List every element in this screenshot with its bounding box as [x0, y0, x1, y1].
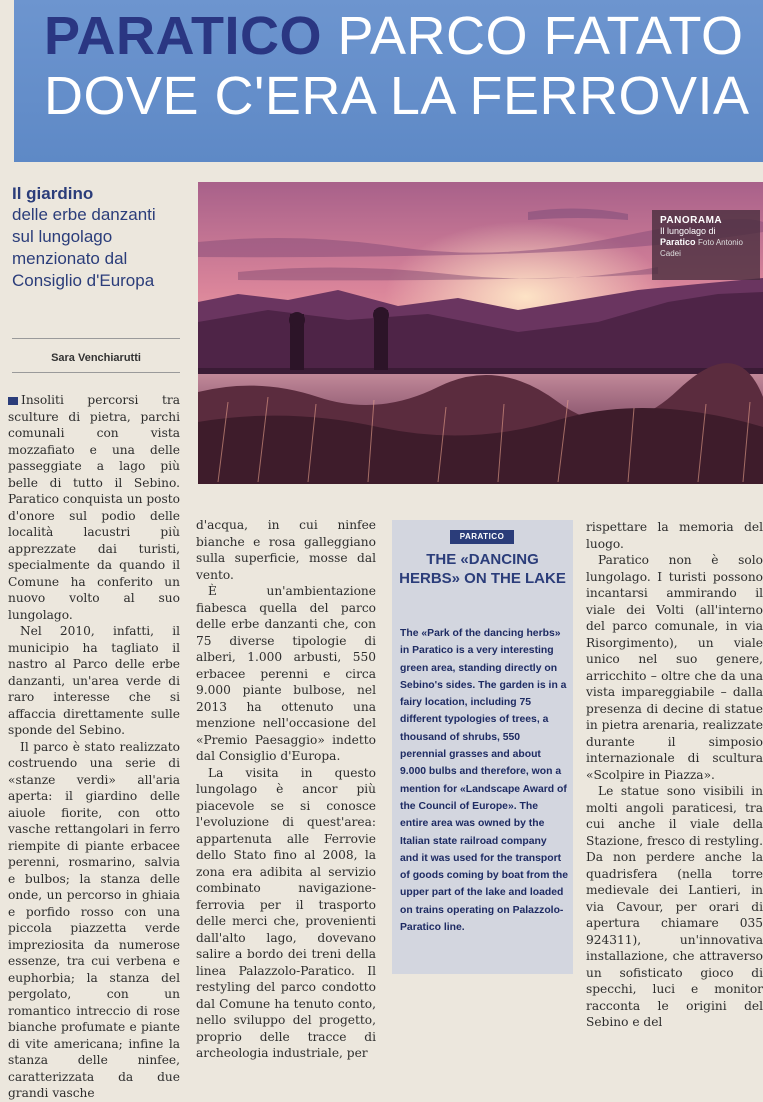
headline-line2: DOVE C'ERA LA FERROVIA	[44, 66, 750, 126]
paragraph-text: Insoliti percorsi tra sculture di pietra, parchi comunali con vista mozzafiato e una delle passeggiate a lago più belle di tutto il Sebino. Paratico conquista un posto d'onore sul podio delle località lacustri più apprezzate dai turisti, specialmente da quando il Comune ha conferito un nuovo volto al suo lungolago.	[8, 393, 180, 622]
paragraph: È un'ambientazione fiabesca quella del parco delle erbe danzanti che, con 75 diverse tipologie di alberi, 1.000 arbusti, 550 erbacee perenni e circa 9.000 piante bulbose, nel 2013 ha ottenuto una menzione nell'occasione del «Premio Paesaggio» indetto dal Consiglio d'Europa.	[196, 584, 376, 763]
article-column-2	[196, 517, 376, 1062]
english-summary-box	[392, 520, 573, 974]
subhead-text: delle erbe danzanti sul lungolago menzionato dal Consiglio d'Europa	[12, 205, 156, 290]
author-byline: Sara Venchiarutti	[51, 352, 141, 364]
paragraph: rispettare la memoria del luogo.	[586, 520, 763, 551]
paragraph: Nel 2010, infatti, il municipio ha tagliato il nastro al Parco delle erbe danzanti, un'area verde di raro interesse che si affaccia direttamente sulle sponde del Sebino.	[8, 624, 180, 737]
paragraph	[8, 392, 180, 623]
subheadline	[12, 184, 182, 292]
caption-text-2: Paratico	[660, 237, 696, 247]
headline-part2: PARCO FATATO	[321, 6, 744, 66]
paragraph: La visita in questo lungolago è ancor più piacevole se si conosce l'evoluzione di quest'area: appartenuta alle Ferrovie dello Stato fino al 2008, la zona era adibita al servizio combinato navigazione-ferrovia per il trasporto delle merci che, provenienti dall'alto lago, dovevano salire a bordo dei treni della linea Palazzolo-Paratico. Il restyling del parco condotto dal Comune ha tenuto conto, nello sviluppo del progetto, proprio delle tracce di archeologia industriale, per	[196, 765, 376, 1060]
box-tag: PARATICO	[450, 530, 514, 544]
box-title: THE «DANCING HERBS» ON THE LAKE	[399, 551, 566, 587]
subhead-bold: Il giardino	[12, 184, 94, 203]
headline-town: PARATICO	[44, 6, 322, 66]
paragraph: d'acqua, in cui ninfee bianche e rosa galleggiano sulla superficie, mosse dal vento.	[196, 518, 376, 582]
divider-bottom	[12, 372, 180, 373]
divider-top	[12, 338, 180, 339]
photo-caption	[652, 210, 760, 280]
paragraph: Paratico non è solo lungolago. I turisti possono incantarsi ammirando il viale dei Volti (all'interno del parco comunale, in via Risorgimento), un viale unico nel suo genere, arricchito – oltre che da una vista impareggiabile – dalla presenza di decine di statue in pietra arenaria, realizzate durante il simposio internazionale di scultura «Scolpire in Piazza».	[586, 553, 763, 782]
article-column-1	[8, 392, 180, 1102]
article-column-4	[586, 519, 763, 1031]
paragraph: Il parco è stato realizzato costruendo una serie di «stanze verdi» all'aria aperta: il giardino delle aiuole fiorite, con otto vasche rettangolari in ferro riempite di piante erbacee perenni, rosmarino, salvia e bulbos; la stanza delle onde, un percorso in ghiaia e porfido rosso con una piccola piazzetta verde impreziosita da numerose essenze, tra cui verbena e euphorbia; la stanza del pergolato, con un romantico intreccio di rose bianche profumate e piante di vite americana; infine la stanza delle ninfee, caratterizzata da due grandi vasche	[8, 739, 180, 1100]
article-start-square-icon	[8, 397, 18, 405]
caption-title: PANORAMA	[660, 215, 723, 226]
headline-banner	[14, 0, 763, 162]
caption-credit: Foto Antonio Cadei	[660, 238, 743, 258]
caption-text-1: Il lungolago di	[660, 226, 716, 236]
box-text: The «Park of the dancing herbs» in Paratico is a very interesting green area, standing directly on Sebino's sides. The garden is in a fairy location, including 75 different typologies of trees, a thousand of shrubs, 550 perennial grasses and about 9.000 bulbs and therefore, won a mention for «Landscape Award of the Council of Europe». The entire area was owned by the Italian state railroad company and it was used for the transport of goods coming by boat from the upper part of the lake and loaded on trains operating on Palazzolo-Paratico line.	[400, 628, 568, 934]
paragraph: Le statue sono visibili in molti angoli paraticesi, tra cui anche il viale della Stazione, fresco di restyling. Da non perdere anche la quadrisfera (nella torre medievale dei Lantieri, in via Cavour, per orari di apertura chiamare 035 924311), un'innovativa installazione, che attraverso un sofisticato gioco di specchi, luci e monitor racconta le origini del Sebino e del	[586, 784, 763, 1029]
headline	[44, 6, 763, 126]
